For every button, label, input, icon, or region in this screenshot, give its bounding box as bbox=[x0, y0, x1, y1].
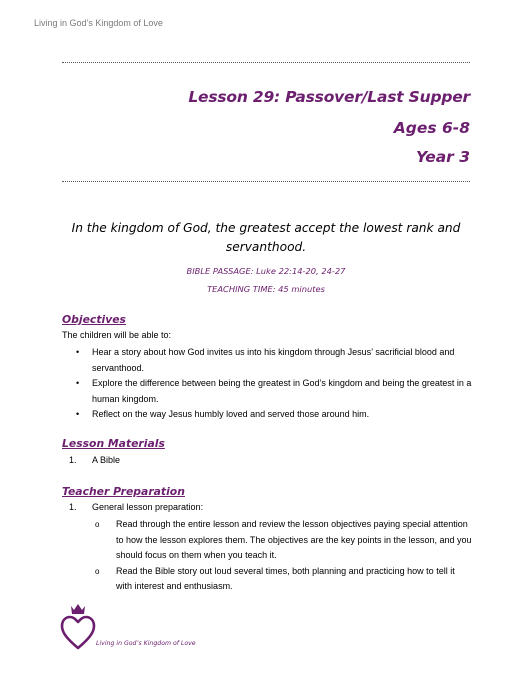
bullet-icon: • bbox=[76, 347, 80, 357]
top-divider bbox=[62, 62, 470, 63]
lesson-theme: In the kingdom of God, the greatest accept the lowest rank and servanthood. bbox=[71, 221, 461, 254]
list-item: o Read the Bible story out loud several times, both planning and practicing how to tell it with interest and enthusiasm. bbox=[95, 565, 455, 591]
circle-bullet-icon: o bbox=[95, 566, 100, 576]
age-range: Ages 6-8 bbox=[393, 119, 470, 137]
list-item: 1. General lesson preparation: bbox=[69, 502, 204, 512]
lesson-title: Lesson 29: Passover/Last Supper bbox=[188, 88, 470, 106]
objectives-intro: The children will be able to: bbox=[62, 330, 172, 340]
objectives-heading: Objectives bbox=[62, 313, 126, 326]
bullet-icon: • bbox=[76, 409, 80, 419]
crown-heart-logo-icon bbox=[60, 602, 96, 650]
year-label: Year 3 bbox=[415, 148, 470, 166]
teaching-time: TEACHING TIME: 45 minutes bbox=[207, 284, 325, 294]
bullet-icon: • bbox=[76, 378, 80, 388]
list-item: • Hear a story about how God invites us into his kingdom through Jesus’ sacrificial blood and servanthood. bbox=[76, 347, 455, 373]
circle-bullet-icon: o bbox=[95, 520, 100, 529]
list-item: • Reflect on the way Jesus humbly loved and served those around him. bbox=[62, 407, 482, 423]
list-item: • Explore the difference between being the greatest in God’s kingdom and being the greatest in a human kingdom. bbox=[76, 378, 472, 404]
list-item: 1. A Bible bbox=[69, 455, 121, 465]
list-item: o Read through the entire lesson and review the lesson objectives paying special attention to how the lesson explores them. The objectives are the key points in the lesson, and you should focus on them when you teach it. bbox=[95, 519, 472, 560]
materials-heading: Lesson Materials bbox=[62, 437, 165, 450]
title-divider bbox=[62, 181, 470, 182]
bible-passage: BIBLE PASSAGE: Luke 22:14-20, 24-27 bbox=[186, 266, 346, 276]
footer-text: Living in God’s Kingdom of Love bbox=[96, 640, 196, 647]
objectives-list bbox=[62, 345, 482, 423]
materials-list bbox=[62, 453, 482, 469]
preparation-sublist bbox=[92, 517, 472, 595]
preparation-list bbox=[62, 500, 482, 516]
preparation-heading: Teacher Preparation bbox=[62, 485, 185, 498]
running-header: Living in God’s Kingdom of Love bbox=[34, 18, 163, 28]
